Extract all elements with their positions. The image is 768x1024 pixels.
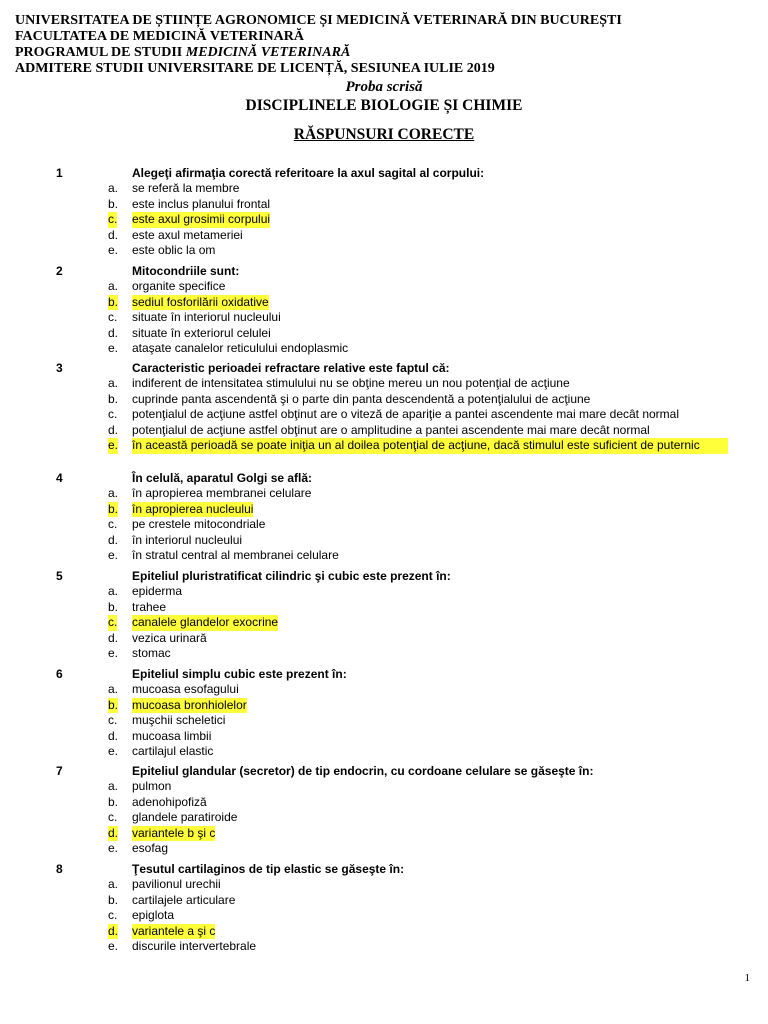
option-text: variantele b şi c	[132, 825, 216, 840]
option-letter: b.	[108, 501, 119, 516]
option-text: stomac	[132, 646, 171, 660]
option-text: mucoasa limbii	[132, 728, 212, 743]
option-text: potenţialul de acţiune astfel obţinut are o amplitudine a pantei ascendente mai mare decât normal	[132, 422, 650, 437]
option-text: vezica urinară	[132, 630, 207, 645]
option-text: canalele glandelor exocrine	[132, 615, 279, 629]
faculty-name: FACULTATEA DE MEDICINĂ VETERINARĂ	[15, 29, 304, 44]
answer-options	[0, 279, 768, 357]
answer-options	[0, 486, 768, 564]
answer-option	[0, 243, 768, 259]
option-text: discurile intervertebrale	[132, 939, 257, 953]
option-letter: e.	[108, 438, 119, 452]
admission-session: ADMITERE STUDII UNIVERSITARE DE LICENȚĂ, SESIUNEA IULIE 2019	[15, 61, 495, 76]
option-letter: c.	[108, 908, 118, 922]
answer-option	[0, 646, 768, 662]
option-letter: d.	[108, 728, 119, 743]
correct-answer-option	[0, 295, 768, 311]
option-text: în această perioadă se poate iniţia un al doilea potenţial de acţiune, dacă stimulul este suficient de puternic	[132, 438, 728, 454]
option-letter: d.	[108, 630, 119, 645]
answer-option	[0, 631, 768, 647]
option-letter: c.	[108, 517, 118, 531]
study-program	[15, 45, 350, 61]
option-text: cuprinde panta ascendentă şi o parte din panta descendentă a potenţialului de acţiune	[132, 391, 591, 406]
option-text: este axul grosimii corpului	[132, 212, 271, 226]
answer-options	[0, 181, 768, 259]
answer-option	[0, 729, 768, 745]
question-text: Caracteristic perioadei refractare relative este faptul că:	[132, 361, 450, 375]
answer-option	[0, 713, 768, 729]
page-number: 1	[744, 972, 750, 984]
answer-option	[0, 392, 768, 408]
answer-option	[0, 810, 768, 826]
option-text: variantele a şi c	[132, 923, 216, 938]
correct-answer-option	[0, 615, 768, 631]
option-letter: e.	[108, 341, 119, 355]
option-letter: b.	[108, 391, 119, 406]
correct-answer-option	[0, 212, 768, 228]
option-text: situate în exteriorul celulei	[132, 325, 271, 340]
option-text: muşchii scheletici	[132, 713, 226, 727]
option-text: trahee	[132, 599, 167, 614]
answer-option	[0, 341, 768, 357]
answer-option	[0, 779, 768, 795]
option-text: este inclus planului frontal	[132, 196, 271, 211]
option-letter: d.	[108, 422, 119, 437]
answer-option	[0, 326, 768, 342]
option-letter: a.	[108, 877, 119, 891]
option-text: sediul fosforilării oxidative	[132, 294, 269, 309]
answer-options	[0, 584, 768, 662]
option-text: indiferent de intensitatea stimulului nu se obţine mereu un nou potenţial de acţiune	[132, 376, 570, 390]
option-text: în stratul central al membranei celulare	[132, 548, 339, 562]
option-letter: a.	[108, 376, 119, 390]
option-text: adenohipofiză	[132, 794, 207, 809]
study-program-name: MEDICINĂ VETERINARĂ	[185, 45, 351, 60]
option-letter: d.	[108, 325, 119, 340]
option-letter: d.	[108, 532, 119, 547]
answers-title	[0, 126, 768, 144]
option-letter: a.	[108, 779, 119, 793]
option-text: ataşate canalelor reticulului endoplasmic	[132, 341, 349, 355]
option-letter: e.	[108, 744, 119, 758]
option-letter: d.	[108, 227, 119, 242]
option-text: mucoasa esofagului	[132, 682, 239, 696]
correct-answer-option	[0, 502, 768, 518]
option-text: este axul metameriei	[132, 227, 243, 242]
option-letter: d.	[108, 825, 119, 840]
answer-option	[0, 423, 768, 439]
option-letter: c.	[108, 810, 118, 824]
question-text: Epiteliul pluristratificat cilindric şi cubic este prezent în:	[132, 569, 451, 583]
option-letter: c.	[108, 212, 118, 226]
answer-option	[0, 939, 768, 955]
option-text: esofag	[132, 841, 169, 855]
option-letter: b.	[108, 794, 119, 809]
option-text: se referă la membre	[132, 181, 240, 195]
answer-option	[0, 548, 768, 564]
answer-option	[0, 533, 768, 549]
study-program-label: PROGRAMUL DE STUDII	[15, 45, 186, 60]
answer-option	[0, 600, 768, 616]
option-letter: e.	[108, 646, 119, 660]
option-text: mucoasa bronhiolelor	[132, 697, 247, 712]
option-text: în interiorul nucleului	[132, 532, 243, 547]
question-number: 5	[56, 569, 63, 583]
option-letter: c.	[108, 713, 118, 727]
option-letter: a.	[108, 181, 119, 195]
answer-option	[0, 877, 768, 893]
option-letter: e.	[108, 548, 119, 562]
answer-option	[0, 841, 768, 857]
answer-options	[0, 877, 768, 955]
correct-answer-option	[0, 826, 768, 842]
answer-options	[0, 376, 768, 469]
question-number: 1	[56, 166, 63, 180]
option-letter: a.	[108, 279, 119, 293]
option-letter: b.	[108, 294, 119, 309]
answer-option	[0, 517, 768, 533]
answer-option	[0, 486, 768, 502]
option-letter: a.	[108, 584, 119, 598]
answers-title-text: RĂSPUNSURI CORECTE	[293, 126, 475, 143]
correct-answer-option	[0, 438, 768, 469]
question-text: Ţesutul cartilaginos de tip elastic se găseşte în:	[132, 862, 405, 876]
question-number: 2	[56, 264, 63, 278]
university-name: UNIVERSITATEA DE ȘTIINȚE AGRONOMICE ȘI MEDICINĂ VETERINARĂ DIN BUCUREȘTI	[15, 13, 622, 28]
exam-disciplines: DISCIPLINELE BIOLOGIE ȘI CHIMIE	[245, 97, 523, 114]
answer-option	[0, 584, 768, 600]
option-text: epiderma	[132, 584, 183, 598]
option-letter: a.	[108, 682, 119, 696]
option-letter: b.	[108, 196, 119, 211]
option-letter: e.	[108, 243, 119, 257]
option-text: pavilionul urechii	[132, 877, 221, 891]
answer-options	[0, 682, 768, 760]
option-text: epiglota	[132, 908, 175, 922]
answer-option	[0, 310, 768, 326]
question-text: Alegeţi afirmaţia corectă referitoare la axul sagital al corpului:	[132, 166, 485, 180]
answer-option	[0, 197, 768, 213]
option-letter: c.	[108, 615, 118, 629]
option-letter: b.	[108, 697, 119, 712]
correct-answer-option	[0, 924, 768, 940]
option-text: situate în interiorul nucleului	[132, 310, 281, 324]
question-text: Epiteliul simplu cubic este prezent în:	[132, 667, 347, 681]
option-letter: b.	[108, 892, 119, 907]
question-number: 3	[56, 361, 63, 375]
answer-option	[0, 279, 768, 295]
option-text: cartilajele articulare	[132, 892, 236, 907]
option-letter: b.	[108, 599, 119, 614]
question-text: Mitocondriile sunt:	[132, 264, 240, 278]
answer-option	[0, 908, 768, 924]
answer-option	[0, 407, 768, 423]
answer-option	[0, 893, 768, 909]
answer-option	[0, 181, 768, 197]
option-letter: c.	[108, 407, 118, 421]
option-text: pulmon	[132, 779, 172, 793]
option-letter: e.	[108, 841, 119, 855]
option-text: glandele paratiroide	[132, 810, 238, 824]
option-text: cartilajul elastic	[132, 744, 214, 758]
correct-answer-option	[0, 698, 768, 714]
exam-type: Proba scrisă	[345, 79, 423, 95]
option-text: este oblic la om	[132, 243, 216, 257]
option-text: pe crestele mitocondriale	[132, 517, 266, 531]
option-text: organite specifice	[132, 279, 226, 293]
option-text: în apropierea nucleului	[132, 501, 254, 516]
question-number: 7	[56, 764, 63, 778]
option-text: potenţialul de acţiune astfel obţinut are o viteză de apariţie a pantei ascendente mai mare decât normal	[132, 407, 680, 421]
option-text: în apropierea membranei celulare	[132, 486, 312, 500]
question-text: În celulă, aparatul Golgi se află:	[132, 471, 313, 485]
question-number: 6	[56, 667, 63, 681]
question-number: 4	[56, 471, 63, 485]
answer-option	[0, 744, 768, 760]
answer-option	[0, 376, 768, 392]
option-letter: c.	[108, 310, 118, 324]
answer-option	[0, 682, 768, 698]
option-letter: a.	[108, 486, 119, 500]
answer-option	[0, 228, 768, 244]
question-number: 8	[56, 862, 63, 876]
question-text: Epiteliul glandular (secretor) de tip endocrin, cu cordoane celulare se găseşte în:	[132, 764, 594, 778]
option-letter: d.	[108, 923, 119, 938]
answer-options	[0, 779, 768, 857]
answer-option	[0, 795, 768, 811]
option-letter: e.	[108, 939, 119, 953]
